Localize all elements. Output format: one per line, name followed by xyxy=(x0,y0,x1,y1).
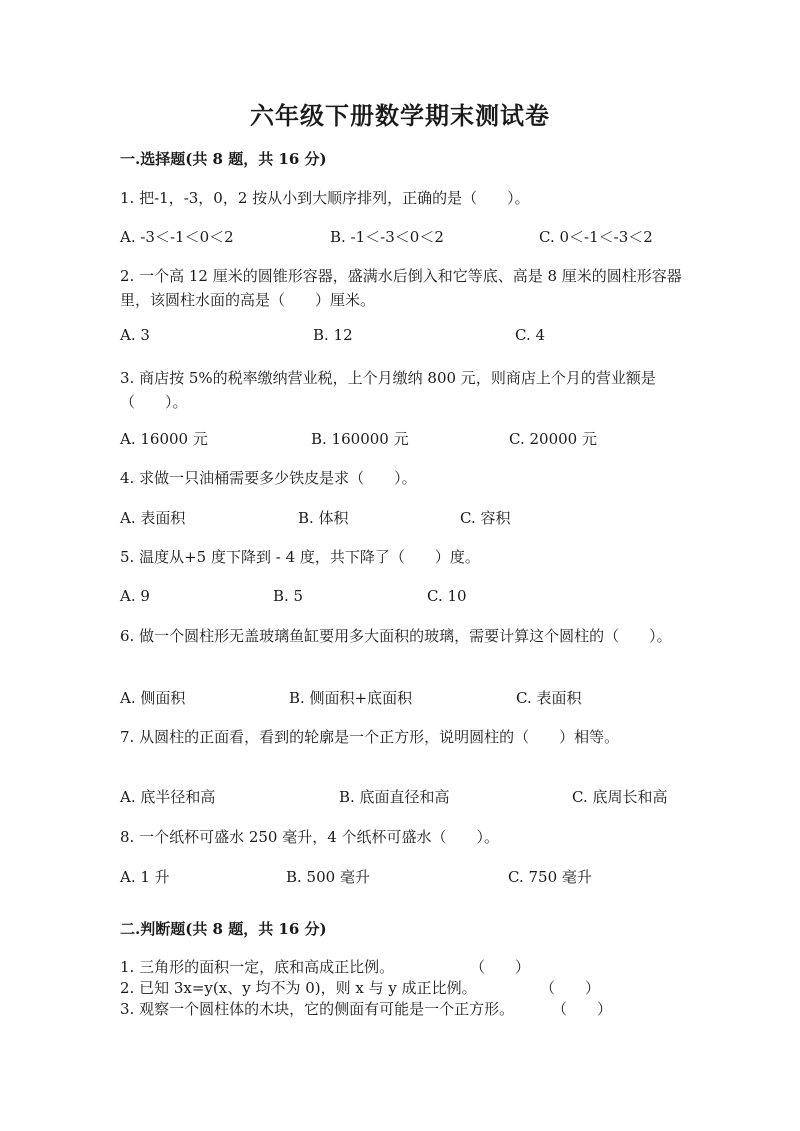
question-4-option-c: C. 容积 xyxy=(460,509,511,527)
question-4: 4. 求做一只油桶需要多少铁皮是求（ ）。 xyxy=(120,469,417,487)
judgement-item-2: 2. 已知 3x=y(x、y 均不为 0)，则 x 与 y 成正比例。 xyxy=(120,979,477,997)
question-2-option-b: B. 12 xyxy=(313,326,353,344)
question-8-option-c: C. 750 毫升 xyxy=(508,868,592,886)
question-1-option-c: C. 0＜-1＜-3＜2 xyxy=(539,228,653,246)
judgement-item-1-blank: （ ） xyxy=(470,958,531,976)
judgement-item-3-blank: （ ） xyxy=(552,1000,613,1018)
section-heading-judgement: 二.判断题(共 8 题，共 16 分) xyxy=(120,920,327,938)
question-7: 7. 从圆柱的正面看，看到的轮廓是一个正方形，说明圆柱的（ ）相等。 xyxy=(120,728,620,746)
question-7-option-b: B. 底面直径和高 xyxy=(339,788,450,806)
page-title: 六年级下册数学期末测试卷 xyxy=(250,101,550,130)
question-1-option-a: A. -3＜-1＜0＜2 xyxy=(120,228,234,246)
question-5-option-b: B. 5 xyxy=(273,587,304,605)
judgement-item-1: 1. 三角形的面积一定，底和高成正比例。 xyxy=(120,958,395,976)
section-heading-choice: 一.选择题(共 8 题，共 16 分) xyxy=(120,150,327,168)
question-3: 3. 商店按 5%的税率缴纳营业税，上个月缴纳 800 元，则商店上个月的营业额是（ ）。 xyxy=(120,369,656,411)
question-4-option-b: B. 体积 xyxy=(298,509,349,527)
question-6-option-b: B. 侧面积+底面积 xyxy=(289,689,413,707)
question-2-option-c: C. 4 xyxy=(515,326,546,344)
question-1: 1. 把-1，-3，0，2 按从小到大顺序排列，正确的是（ ）。 xyxy=(120,189,530,207)
question-1-option-b: B. -1＜-3＜0＜2 xyxy=(330,228,444,246)
question-5-option-a: A. 9 xyxy=(120,587,150,605)
question-8: 8. 一个纸杯可盛水 250 毫升，4 个纸杯可盛水（ ）。 xyxy=(120,828,500,846)
question-8-option-b: B. 500 毫升 xyxy=(286,868,370,886)
question-3-option-c: C. 20000 元 xyxy=(509,430,597,448)
question-2-option-a: A. 3 xyxy=(120,326,150,344)
judgement-item-2-blank: （ ） xyxy=(540,979,601,997)
question-6-option-a: A. 侧面积 xyxy=(120,689,186,707)
question-6-option-c: C. 表面积 xyxy=(516,689,582,707)
question-6: 6. 做一个圆柱形无盖玻璃鱼缸要用多大面积的玻璃，需要计算这个圆柱的（ ）。 xyxy=(120,627,672,645)
question-5-option-c: C. 10 xyxy=(427,587,467,605)
question-7-option-a: A. 底半径和高 xyxy=(120,788,216,806)
question-2: 2. 一个高 12 厘米的圆锥形容器，盛满水后倒入和它等底、高是 8 厘米的圆柱形容器里，该圆柱水面的高是（ ）厘米。 xyxy=(120,267,682,309)
question-3-option-b: B. 160000 元 xyxy=(311,430,409,448)
question-5: 5. 温度从+5 度下降到 - 4 度，共下降了（ ）度。 xyxy=(120,548,480,566)
question-7-option-c: C. 底周长和高 xyxy=(572,788,668,806)
question-4-option-a: A. 表面积 xyxy=(120,509,186,527)
question-8-option-a: A. 1 升 xyxy=(120,868,170,886)
judgement-item-3: 3. 观察一个圆柱体的木块，它的侧面有可能是一个正方形。 xyxy=(120,1000,515,1018)
question-3-option-a: A. 16000 元 xyxy=(120,430,208,448)
